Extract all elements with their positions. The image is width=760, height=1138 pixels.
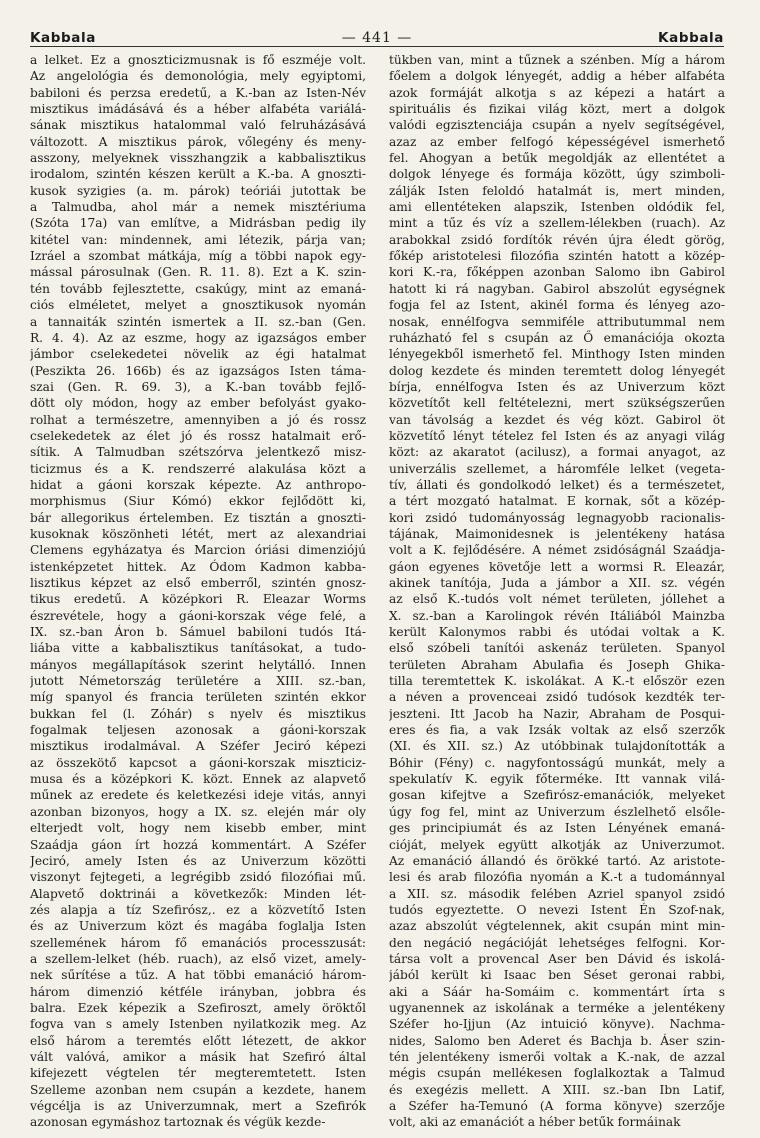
text-line: ciós elméletet, melyet a gnosztikusok nyomán (30, 298, 366, 313)
text-line: spekulatív K. egyik főterméke. Itt vannak vilá- (389, 772, 725, 787)
text-line: azonosan egymáshoz tartoznak és végük kezde- (30, 1115, 326, 1130)
text-line: a néven a provenceai zsidó tudósok kezdték ter- (389, 690, 725, 705)
text-line: asszony, melyeknek visszhangzik a kabbalisztikus (30, 151, 366, 166)
text-line: fogja fel az Istent, akinél forma és lényeg azo- (389, 298, 725, 313)
text-line: első szóbeli tanítói askenáz területen. Spanyol (389, 641, 725, 656)
text-line: három dimenzió kétféle irányban, jobbra és (30, 984, 366, 999)
text-line: úgy fog fel, mint az Univerzum észlelhető elsőle- (389, 804, 725, 819)
text-line: lényegekből ismerhető fel. Minthogy Isten minden (389, 347, 725, 362)
text-line: fogalmak teljesen azonosak a gáoni-korszak (30, 723, 366, 738)
text-line: kusok syzigies (a. m. párok) teóriái jutottak be (30, 183, 366, 198)
text-line: (XI. és XII. sz.) Az utóbbinak tulajdonították a (389, 739, 725, 754)
text-line: változott. A misztikus párok, vőlegény és meny- (30, 134, 366, 149)
text-line: elterjedt volt, hogy nem kisebb ember, mint (30, 821, 366, 836)
text-line: Bóhir (Fény) c. nagyfontosságú munkát, mely a (389, 755, 725, 770)
text-line: bár allegorikus értelemben. Ez tisztán a gnoszti- (30, 510, 366, 525)
text-line: tén tovább fejlesztette, csakúgy, mint az emaná- (30, 281, 366, 296)
text-line: volt a K. fejlődésére. A német zsidóságnál Szaádja- (389, 543, 725, 558)
text-line: Széfer ho-Ijjun (Az intuició könyve). Nachma- (389, 1017, 725, 1032)
text-line: kori zsidó tudományosság legnagyobb racionalis- (389, 510, 725, 525)
text-line: misztikus imádásává és a héber alfabéta variálá- (30, 102, 366, 117)
text-line: közt: az akaratot (acilusz), a formai anyagot, az (389, 445, 725, 460)
text-line: szellemének három fő emanációs processzusát: (30, 935, 366, 950)
text-line: aki a Sáár ha-Somáim c. kommentárt írta s (389, 984, 725, 999)
text-line: rolhat a természetre, amennyiben a jó és rossz (30, 412, 366, 427)
text-line: zés alapja a tíz Szefirósz,. ez a közvetítő Isten (30, 902, 366, 917)
text-line: Az emanáció állandó és örökké tartó. Az aristote- (389, 853, 725, 868)
text-line: és exegézis mellett. A XIII. sz.-ban Ibn Latif, (389, 1082, 725, 1097)
text-line: azok formáját alkotja s az képezi a határt a (389, 85, 725, 100)
text-line: az első K.-tudós volt német területen, jóllehet a (389, 592, 725, 607)
text-line: gáon egyenes követője lett a wormsi R. Eleazár, (389, 559, 725, 574)
text-line: ticizmus és a K. rendszerré alakulása közt a (30, 461, 366, 476)
page-number: — 441 — (341, 30, 413, 46)
text-line: főkép aristotelesi filozófia szintén hatott a közép- (389, 249, 725, 264)
text-line: végcélja is az Univerzumnak, mert a Szefirók (30, 1099, 366, 1113)
text-line: tén jelentékeny ismerői voltak a K.-nak, de azzal (389, 1049, 725, 1064)
text-line: balra. Ezek képezik a Szefiroszt, amely öröktől (30, 1000, 366, 1015)
text-line: az összekötő kapcsot a gáoni-korszak miszticiz- (30, 755, 366, 770)
text-line: és az Univerzum közt és magába foglalja Isten (30, 919, 366, 934)
text-line: fel. Ahogyan a betűk megoldják az ellentétet a (389, 151, 725, 166)
text-line: (Szóta 17a) van említve, a Midrásban pedig ily (30, 216, 366, 231)
text-line: szai (Gen. R. 69. 3), a K.-ban tovább fejlő- (30, 379, 366, 394)
text-line: első három a teremtés előtt létezett, de akkor (30, 1033, 366, 1048)
text-line: műnek az eredete és keletkezési ideje vitás, annyi (30, 788, 366, 803)
text-line: bírja, ennélfogva Isten és az Univerzum közt (389, 379, 725, 394)
text-line: közvetítő lényt tételez fel Isten és az anyagi világ (389, 428, 725, 443)
text-line: lisztikus képzet az első emberről, szintén gnosz- (30, 576, 366, 590)
text-line: tilla teremtettek K. iskolákat. A K.-t először ezen (389, 674, 725, 689)
header-keyword-left: Kabbala (30, 30, 96, 46)
text-line: a szellem-lelket (héb. ruach), az első vizet, amely- (30, 951, 366, 966)
text-line: tájának, Maimonidesnek is jelentékeny hatása (389, 526, 725, 541)
text-line: jámbor cselekedetei növelik az égi hatalmat (30, 347, 366, 362)
text-line: Az angelológia és demonológia, mely egyiptomi, (30, 69, 366, 84)
text-line: azaz abszolút végtelennek, akit csupán mint min- (389, 919, 725, 934)
left-text-column (30, 52, 366, 1131)
text-line: fogva van s amely Istenben nyilatkozik meg. Az (30, 1017, 366, 1032)
text-line: került Kalonymos rabbi és utódai voltak a K. (389, 625, 725, 640)
text-line: morphismus (Siur Kómó) ekkor fejlődött ki, (30, 494, 366, 509)
text-line: musa és a középkori K. közt. Ennek az alapvető (30, 772, 366, 787)
text-line: jából került ki Isaac ben Séset geronai rabbi, (389, 968, 725, 983)
text-line: közvetítőt kell feltételezni, mert szükségszerűen (389, 396, 725, 411)
text-line: főelem a dolgok lényegét, addig a héber alfabéta (389, 69, 725, 84)
running-header (30, 24, 724, 46)
text-line: gosan kifejtve a Szefirósz-emanációk, melyeket (389, 788, 725, 803)
text-line: kitétel van: mindennek, ami létezik, párja van; (30, 232, 366, 247)
text-line: lesi és arab filozófia nyomán a K.-t a tudománnyal (389, 870, 725, 885)
text-line: volt, aki az emanációt a héber betűk formáinak (389, 1115, 681, 1130)
text-line: a lelket. Ez a gnoszticizmusnak is fő eszméje volt. (30, 53, 366, 67)
text-line: den negáció negációját lehetséges felfogni. Kor- (389, 935, 725, 950)
text-line: a tannaiták szintén ismertek a II. sz.-ban (Gen. (30, 314, 366, 329)
text-line: nek sűrítése a tűz. A hat többi emanáció három- (30, 968, 366, 983)
text-line: IX. sz.-ban Áron b. Sámuel babiloni tudós Itá- (30, 625, 366, 640)
text-line: irodalom, szintén készen került a K.-ba. A gnoszti- (30, 167, 366, 182)
text-line: kori K.-ra, főképpen azonban Salomo ibn Gabirol (389, 265, 725, 280)
text-line: zálják Isten feloldó hatalmát is, mert minden, (389, 183, 725, 198)
text-line: Izráel a szombat mátkája, míg a többi napok egy- (30, 249, 366, 264)
text-line: liába vitte a kabbalisztikus tanításokat, a tudo- (30, 641, 366, 656)
text-line: misztikus irodalmával. A Széfer Jeciró képezi (30, 739, 366, 754)
text-line: társa volt a provencal Aser ben Dávid és iskolá- (389, 951, 725, 966)
header-keyword-right: Kabbala (658, 30, 724, 46)
text-line: mégis csupán mellékesen foglalkoztak a Talmud (389, 1066, 725, 1081)
text-line: mint a tűz és víz a szellem-lélekben (ruach). Az (389, 216, 725, 231)
text-line: jeszteni. Itt Jacob ha Nazir, Abraham de Posqui- (389, 706, 725, 721)
text-line: azaz az ember felfogó képességével ismerhető (389, 134, 725, 149)
text-line: istenképzetet hittek. Az Ódom Kadmon kabba- (30, 559, 366, 574)
text-line: a XII. sz. második felében Azriel spanyol zsidó (389, 886, 725, 901)
header-rule (30, 46, 724, 47)
text-line: Jeciró, amely Isten és az Univerzum közötti (30, 853, 366, 868)
text-line: kifejezett végtelen tér megteremtetett. Isten (30, 1066, 366, 1081)
text-line: tükben van, mint a tűznek a szénben. Míg a három (389, 53, 725, 67)
text-line: vált valóvá, amikor a másik hat Szefiró által (30, 1049, 366, 1064)
text-line: dolgok lényege és formája között, úgy szimboli- (389, 167, 725, 182)
text-line: Alapvető doktrinái a következők: Minden lét- (30, 886, 366, 901)
text-line: ruházható fel s csupán az Ő emanációja okozta (389, 330, 725, 345)
text-line: spirituális és fizikai világ közt, mert a dolgok (389, 102, 725, 117)
text-line: cióját, melyek együtt alkotják az Univerzumot. (389, 837, 725, 852)
right-text-column (389, 52, 725, 1131)
text-line: dött oly módon, hogy az ember befolyást gyako- (30, 396, 366, 411)
text-line: nides, Salomo ben Aderet és Bachja b. Áser szin- (389, 1033, 725, 1048)
text-line: babiloni és perzsa eredetű, a K.-ban az Isten-Név (30, 85, 366, 100)
text-line: arabokkal zsidó fordítók révén újra éledt görög, (389, 232, 725, 247)
text-line: sítik. A Talmudban szétszórva jelentkező misz- (30, 445, 366, 460)
text-line: cselekedetek az élet jó és rossz hatalmait erő- (30, 428, 366, 443)
text-line: ges principiumát és az Isten Lényének emaná- (389, 821, 725, 836)
text-line: sának misztikus hatalommal való felruházásává (30, 118, 366, 133)
text-line: Clemens egyházatya és Marcion óriási dimenziójú (30, 543, 366, 558)
text-line: hidat a gáoni korszak képezte. Az anthropo- (30, 477, 366, 492)
text-line: ugyanennek az iskolának a terméke a jelentékeny (389, 1000, 725, 1015)
text-line: nosak, ennélfogva semmiféle attributummal nem (389, 314, 725, 329)
text-line: mással párosulnak (Gen. R. 11. 8). Ezt a K. szin- (30, 265, 366, 280)
text-line: tikus eredetű. A középkori R. Eleazar Worms (30, 592, 366, 607)
text-line: R. 4. 4). Az az eszme, hogy az igazságos ember (30, 330, 366, 345)
text-line: hatott ki rá nagyban. Gabirol abszolút egységnek (389, 281, 725, 296)
text-line: univerzális szellemet, a háromféle lelket (vegeta- (389, 461, 725, 476)
text-line: kusoknak köszönheti létét, mert az alexandriai (30, 526, 366, 541)
text-line: észrevétele, hogy a gáoni-korszak vége felé, a (30, 608, 366, 623)
text-line: viszonyt fejtegeti, a legrégibb zsidó filozófiai mű. (30, 870, 366, 885)
text-line: tudós egyeztette. O nevezi Istent Én Szof-nak, (389, 902, 725, 917)
text-line: Szaádja gáon írt hozzá kommentárt. A Széfer (30, 837, 366, 852)
text-line: a Talmudba, ahol már a nemek misztériuma (30, 200, 366, 215)
text-line: ami ellentéteken alapszik, Istenben oldódik fel, (389, 200, 725, 215)
text-line: valódi egzisztenciája csupán a nyelv segítségével, (389, 118, 725, 133)
text-line: területen Abraham Abulafia és Joseph Ghika- (389, 657, 725, 672)
text-line: mányos megállapítások szerint helytálló. Innen (30, 657, 366, 672)
text-line: a tért mozgató hatalmat. E kornak, sőt a közép- (389, 494, 725, 509)
text-line: bukkan fel (l. Zóhár) s nyelv és misztikus (30, 706, 366, 721)
text-line: X. sz.-ban a Karolingok révén Itáliából Mainzba (389, 608, 725, 623)
text-line: tív, állati és gondolkodó lelket) és a természetet, (389, 477, 725, 492)
text-line: dolog kezdete és minden teremtett dolog lényegét (389, 363, 725, 378)
text-line: van távolság a kezdet és vég közt. Gabirol öt (389, 412, 725, 427)
text-line: a Széfer ha-Temunó (A forma könyve) szerzője (389, 1099, 725, 1113)
text-line: (Peszikta 26. 166b) és az igazságos Isten táma- (30, 363, 366, 378)
text-line: akinek tanítója, Juda a jámbor a XII. sz. végén (389, 576, 725, 590)
text-line: jutott Németország területére a XIII. sz.-ban, (30, 674, 366, 689)
text-line: Szelleme azonban nem csupán a kezdete, hanem (30, 1082, 366, 1097)
text-line: eres és fia, a vak Izsák voltak az első szerzők (389, 723, 725, 738)
text-line: azonban bizonyos, hogy a IX. sz. elején már oly (30, 804, 366, 819)
text-line: míg spanyol és francia területen szintén ekkor (30, 690, 366, 705)
